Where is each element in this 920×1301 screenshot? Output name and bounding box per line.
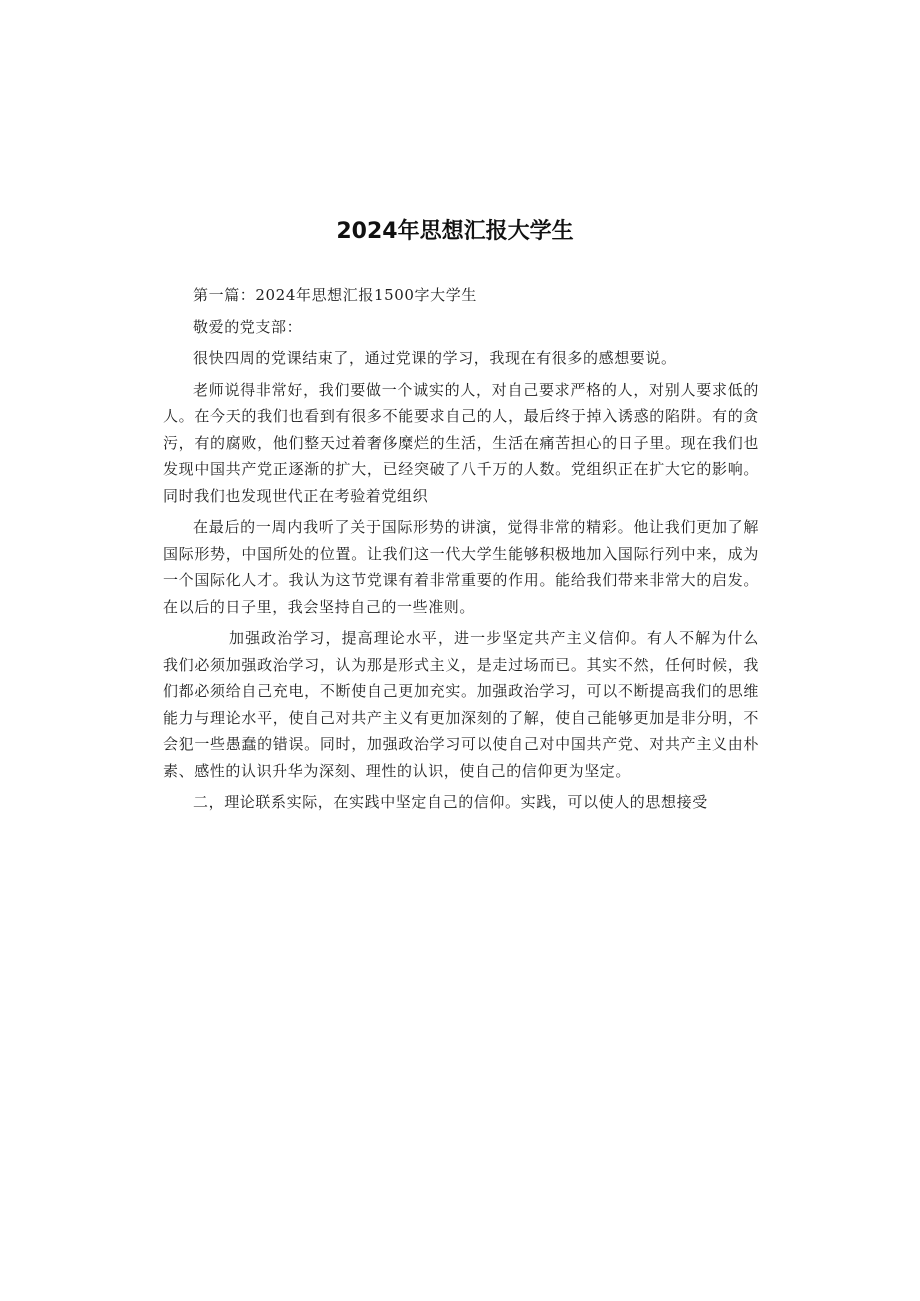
body-paragraph: 老师说得非常好，我们要做一个诚实的人，对自己要求严格的人，对别人要求低的人。在今天的我们也看到有很多不能要求自己的人，最后终于掉入诱惑的陷阱。有的贪污，有的腐败，他们整天过着奢侈糜烂的生活，生活在痛苦担心的日子里。现在我们也发现中国共产党正逐渐的扩大，已经突破了八千万的人数。党组织正在扩大它的影响。同时我们也发现世代正在考验着党组织: [163, 380, 759, 505]
document-body: [163, 282, 759, 821]
document-title: 2024年思想汇报大学生: [336, 219, 574, 244]
body-paragraph: 二，理论联系实际，在实践中坚定自己的信仰。实践，可以使人的思想接受: [193, 793, 708, 811]
section-heading: 第一篇：2024年思想汇报1500字大学生: [193, 286, 477, 304]
salutation: 敬爱的党支部：: [193, 317, 303, 336]
body-paragraph: 在最后的一周内我听了关于国际形势的讲演，觉得非常的精彩。他让我们更加了解国际形势，中国所处的位置。让我们这一代大学生能够积极地加入国际行列中来，成为一个国际化人才。我认为这节党课有着非常重要的作用。能给我们带来非常大的启发。在以后的日子里，我会坚持自己的一些准则。: [163, 518, 759, 616]
body-paragraph: 很快四周的党课结束了，通过党课的学习，我现在有很多的感想要说。: [193, 349, 677, 367]
body-paragraph: 加强政治学习，提高理论水平，进一步坚定共产主义信仰。有人不解为什么我们必须加强政治学习，认为那是形式主义，是走过场而已。其实不然，任何时候，我们都必须给自己充电，不断使自己更加充实。加强政治学习，可以不断提高我们的思维能力与理论水平，使自己对共产主义有更加深刻的了解，使自己能够更加是非分明，不会犯一些愚蠢的错误。同时，加强政治学习可以使自己对中国共产党、对共产主义由朴素、感性的认识升华为深刻、理性的认识，使自己的信仰更为坚定。: [163, 629, 759, 780]
